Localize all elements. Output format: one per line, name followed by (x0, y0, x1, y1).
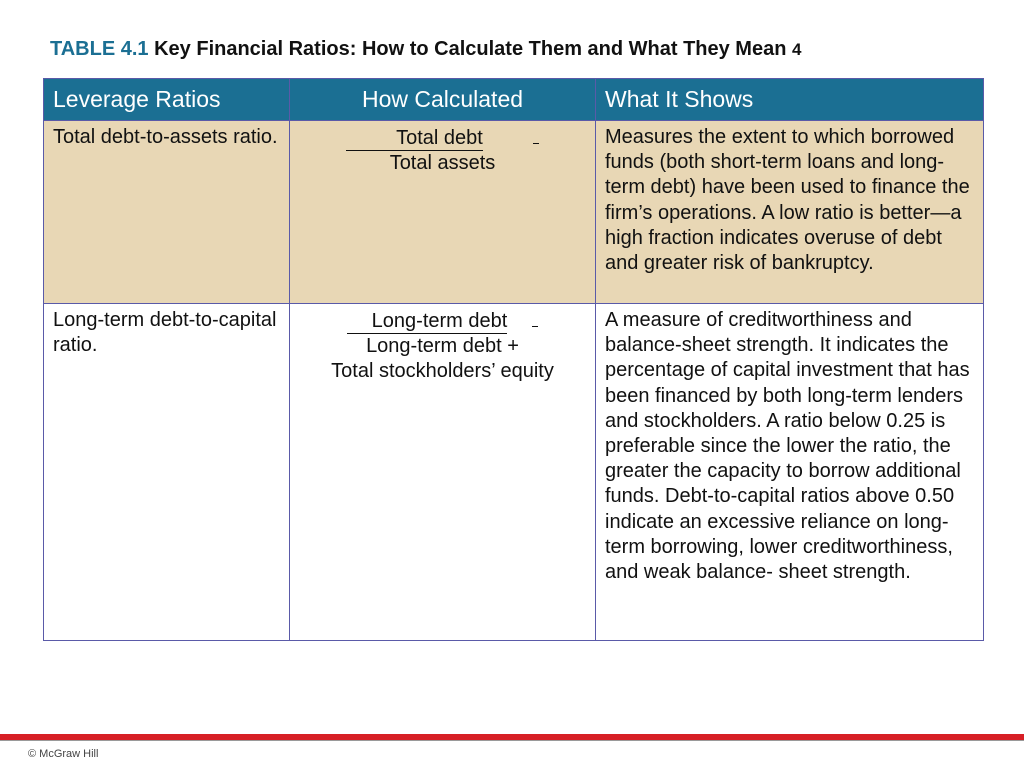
ratio-name-cell: Long-term debt-to-capital ratio. (44, 304, 290, 641)
table-number: TABLE 4.1 (50, 38, 149, 60)
formula-denominator: Long-term debt + (366, 335, 519, 358)
formula-denominator: Total stockholders’ equity (331, 360, 554, 383)
ratio-description-cell: A measure of creditworthiness and balance-sheet strength. It indicates the percentage of capital investment that has been financed by both long-term lenders and stockholders. A ratio below 0.25 is preferable since the lower the ratio, the greater the capacity to borrow additional funds. Debt-to-capital ratios above 0.50 indicate an excessive reliance on long-term borrowing, lower creditworthiness, and weak balance- sheet strength. (596, 304, 984, 641)
financial-ratios-table (43, 78, 984, 641)
copyright-notice: © McGraw Hill (28, 748, 99, 760)
table-header-row (44, 79, 984, 121)
formula-cell (290, 121, 596, 304)
formula-rule-tick (532, 308, 538, 327)
table-row (44, 304, 984, 641)
header-how-calculated: How Calculated (290, 79, 596, 121)
ratio-description-cell: Measures the extent to which borrowed funds (both short-term loans and long-term debt) have been used to finance the firm’s operations. A low ratio is better—a high fraction indicates overuse of debt and greater risk of bankruptcy. (596, 121, 984, 304)
formula-numerator: Long-term debt (347, 309, 508, 334)
header-leverage-ratios: Leverage Ratios (44, 79, 290, 121)
formula-denominator: Total assets (389, 152, 496, 175)
ratio-name-cell: Total debt-to-assets ratio. (44, 121, 290, 304)
formula-numerator: Total debt (346, 126, 483, 151)
header-what-it-shows: What It Shows (596, 79, 984, 121)
page-title (50, 38, 801, 61)
formula-cell (290, 304, 596, 641)
formula-rule-tick (533, 125, 539, 144)
footnote-marker: 4 (792, 40, 802, 59)
table-title-text: Key Financial Ratios: How to Calculate Them and What They Mean (154, 38, 787, 60)
footer-divider (0, 740, 1024, 741)
table-row (44, 121, 984, 304)
